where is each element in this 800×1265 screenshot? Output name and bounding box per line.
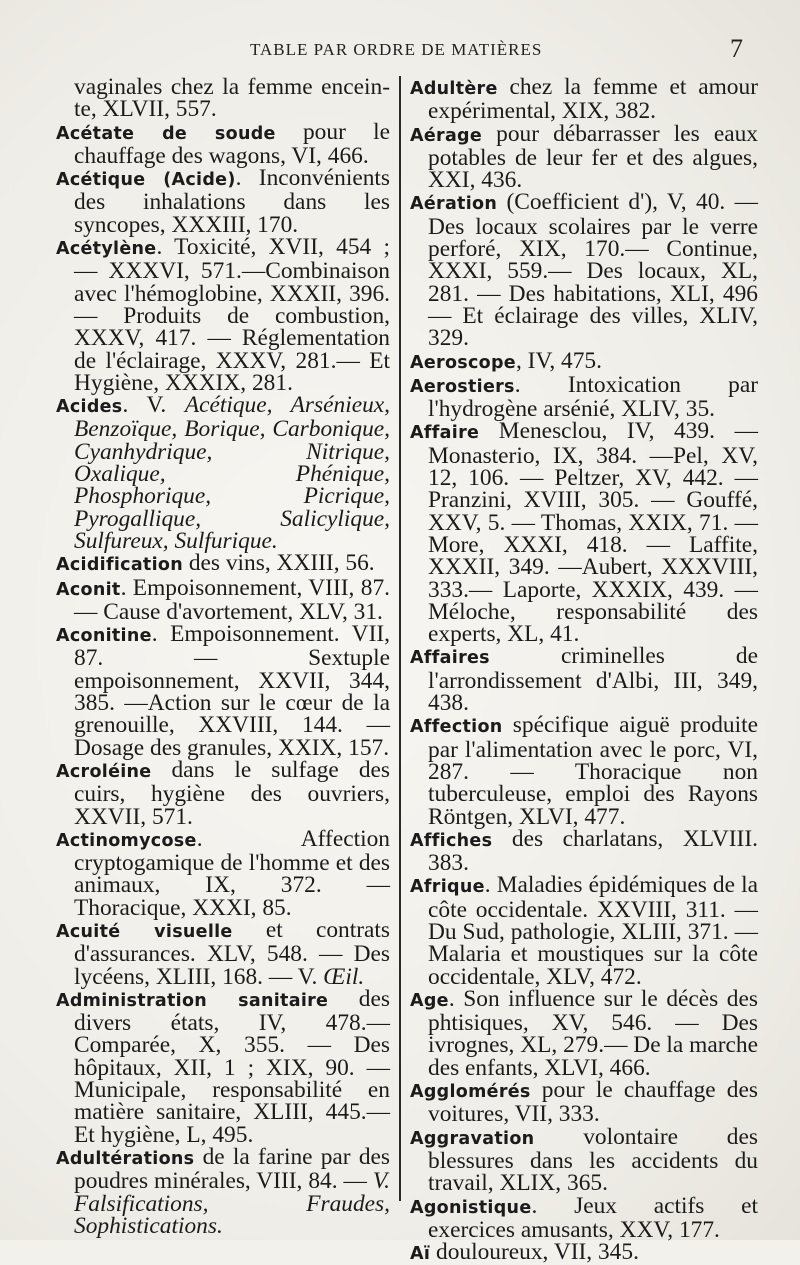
entry-headword: Acides (56, 397, 123, 418)
index-entry (56, 825, 390, 921)
entry-headword: Administration sanitaire (56, 990, 329, 1011)
index-entry (56, 574, 390, 625)
entry-headword: Adultère (410, 79, 498, 99)
index-entry (56, 623, 390, 759)
entry-text: pour débarrasser les eaux potables de leur fer et des algues, XXI, 436. (428, 120, 758, 194)
entry-cross-reference: Acétique, Arsénieux, Benzoïque, Borique, Carbonique, Cyanhydrique, Nitrique, Oxalique, Phénique, Phosphorique, Picrique, Pyrogallique, Salicylique, Sulfureux, Sulfurique. (74, 392, 390, 554)
entry-text: des vins, XXIII, 56. (182, 550, 375, 577)
entry-text: . Intoxication par l'hydrogène arsénié, XLIV, 35. (428, 371, 758, 423)
entry-cross-reference: V. Falsifications, Fraudes, Sophistications. (74, 1168, 390, 1239)
index-entry (410, 1241, 758, 1265)
entry-text: . Empoisonnement, VIII, 87.— Cause d'avortement, XLV, 31. (74, 574, 390, 625)
entry-headword: Acroléine (56, 761, 152, 782)
index-entry (56, 167, 390, 236)
entry-headword: Aeroscope (410, 352, 516, 373)
entry-headword: Affaires (410, 648, 490, 669)
index-entry (410, 1192, 758, 1243)
entry-text: des divers états, IV, 478.— Comparée, X, 355. — Des hôpitaux, XII, 1 ; XIX, 90. — Municipale, responsabilité en matière sanitaire, XLIII, 445.— Et hygiène, L, 495. (74, 985, 390, 1148)
entry-headword: Aconitine (56, 626, 152, 647)
index-entry (410, 189, 758, 352)
entry-text: chez la femme et amour expérimental, XIX, 382. (428, 74, 758, 125)
entry-text: des charlatans, XLVIII. 383. (428, 825, 758, 877)
entry-text: . Affection cryptogamique de l'homme et des animaux, IX, 372. — Thoracique, XXXI, 85. (74, 825, 390, 921)
entry-text: . Inconvénients des inhalations dans les syncopes, XXXIII, 170. (74, 165, 390, 238)
index-entry (56, 118, 391, 169)
index-entry (410, 1123, 758, 1197)
entry-headword: Aconit (56, 579, 121, 600)
entry-headword: Aggravation (410, 1128, 535, 1149)
index-entry (410, 872, 758, 990)
index-entry (410, 1079, 758, 1126)
entry-headword: Acétylène (56, 239, 157, 260)
entry-text: douloureux, VII, 345. (430, 1239, 639, 1265)
entry-text: volontaire des blessures dans les accidents du travail, XLIX, 365. (428, 1123, 758, 1197)
entry-text: . Empoisonnement. VII, 87. — Sextuple empoisonnement, XXVII, 344, 385. —Action sur le cœur de la grenouille, XXVIII, 144. — Dosage des granules, XXIX, 157. (74, 621, 390, 761)
index-entry (410, 347, 758, 374)
index-entry (410, 825, 758, 877)
left-column (56, 76, 390, 1237)
index-entry (56, 552, 390, 576)
index-entry (56, 985, 390, 1148)
entry-headword: Affection (410, 717, 503, 738)
entry-text: Menesclou, IV, 439. — Monasterio, IX, 384. —Pel, XV, 12, 106. — Peltzer, XV, 442. — Pranzini, XVIII, 305. — Gouffé, XXV, 5. — Thomas, XXIX, 71. — More, XXXI, 418. — Laffite, XXXII, 349. —Aubert, XXXVIII, 333.— Laporte, XXXIX, 439. — Méloche, responsabilité des experts, XL, 41. (428, 418, 758, 648)
entry-text: criminelles de l'arrondissement d'Albi, III, 349, 438. (428, 643, 758, 717)
index-entry (410, 120, 758, 194)
index-entry (410, 418, 758, 648)
entry-headword: Aerostiers (410, 376, 515, 397)
entry-headword: Acuité visuelle (56, 921, 233, 942)
index-entry (410, 985, 758, 1081)
index-entry (410, 712, 758, 830)
entry-headword: Actinomycose (56, 830, 197, 851)
entry-headword: Affaire (410, 423, 480, 444)
index-entry (56, 916, 390, 990)
entry-headword: Acidification (56, 555, 183, 576)
entry-text: pour le chauffage des voitures, VII, 333. (428, 1077, 758, 1128)
index-entry (56, 236, 390, 394)
entry-text: pour le chauffage des wagons, VI, 466. (74, 118, 391, 169)
entry-headword: Agglomérés (410, 1082, 531, 1103)
entry-text: (Coefficient d'), V, 40. — Des locaux scolaires par le verre perforé, XIX, 170.— Continue, XXXI, 559.— Des locaux, XL, 281. — Des habitations, XLI, 496 — Et éclairage des villes, XLIV, 329. (428, 189, 758, 352)
entry-text: de la farine par des poudres minérales, VIII, 84. — (74, 1143, 390, 1195)
index-entry (410, 643, 758, 717)
entry-headword: Aï (410, 1244, 431, 1265)
entry-text: et contrats d'assurances. XLV, 548. — Des lycéens, XLIII, 168. — V. (74, 916, 390, 990)
page-title: TABLE PAR ORDRE DE MATIÈRES (250, 40, 543, 59)
entry-text: . Jeux actifs et exercices amusants, XXV, 177. (428, 1192, 758, 1243)
entry-headword: Aérage (410, 125, 483, 146)
entry-text: , IV, 475. (515, 347, 602, 374)
running-header (0, 34, 800, 70)
entry-headword: Age (410, 990, 449, 1011)
index-entry (410, 76, 758, 123)
entry-headword: Affiches (410, 830, 493, 851)
entry-text: spécifique aiguë produite par l'alimentation avec le porc, VI, 287. — Thoracique non tuberculeuse, emploi des Rayons Röntgen, XLVI, 477. (428, 712, 758, 830)
entry-text: . Maladies épidémiques de la côte occidentale. XXVIII, 311. —Du Sud, pathologie, XLIII, 371. — Malaria et moustiques sur la côte occidentale, XLV, 472. (428, 872, 758, 990)
index-entry (56, 76, 390, 121)
page-number: 7 (730, 34, 743, 63)
index-entry (56, 1143, 390, 1239)
index-entry (410, 371, 758, 423)
entry-text: . Son influence sur le décès des phtisiques, XV, 546. — Des ivrognes, XL, 279.— De la marche des enfants, XLVI, 466. (428, 985, 758, 1081)
column-divider (399, 76, 401, 1201)
entry-headword: Acétate de soude (56, 123, 276, 144)
entry-headword: Aération (410, 194, 498, 215)
entry-text: . Toxicité, XVII, 454 ; — XXXVI, 571.—Combinaison avec l'hémoglobine, XXXII, 396. — Produits de combustion, XXXV, 417. — Réglementation de l'éclairage, XXXV, 281.— Et Hygiène, XXXIX, 281. (74, 234, 390, 396)
entry-headword: Adultérations (56, 1148, 195, 1169)
entry-headword: Afrique (410, 877, 485, 898)
entry-headword: Acétique (Acide) (56, 170, 236, 191)
entry-text: vaginales chez la femme encein-te, XLVII, 557. (74, 74, 390, 123)
index-entry (56, 394, 390, 552)
entry-cross-reference: Œil. (323, 963, 365, 990)
right-column (410, 76, 758, 1265)
entry-text: . V. (122, 392, 185, 419)
index-entry (56, 756, 390, 830)
entry-text: dans le sulfage des cuirs, hygiène des ouvriers, XXVII, 571. (74, 756, 390, 830)
entry-headword: Agonistique (410, 1197, 532, 1218)
